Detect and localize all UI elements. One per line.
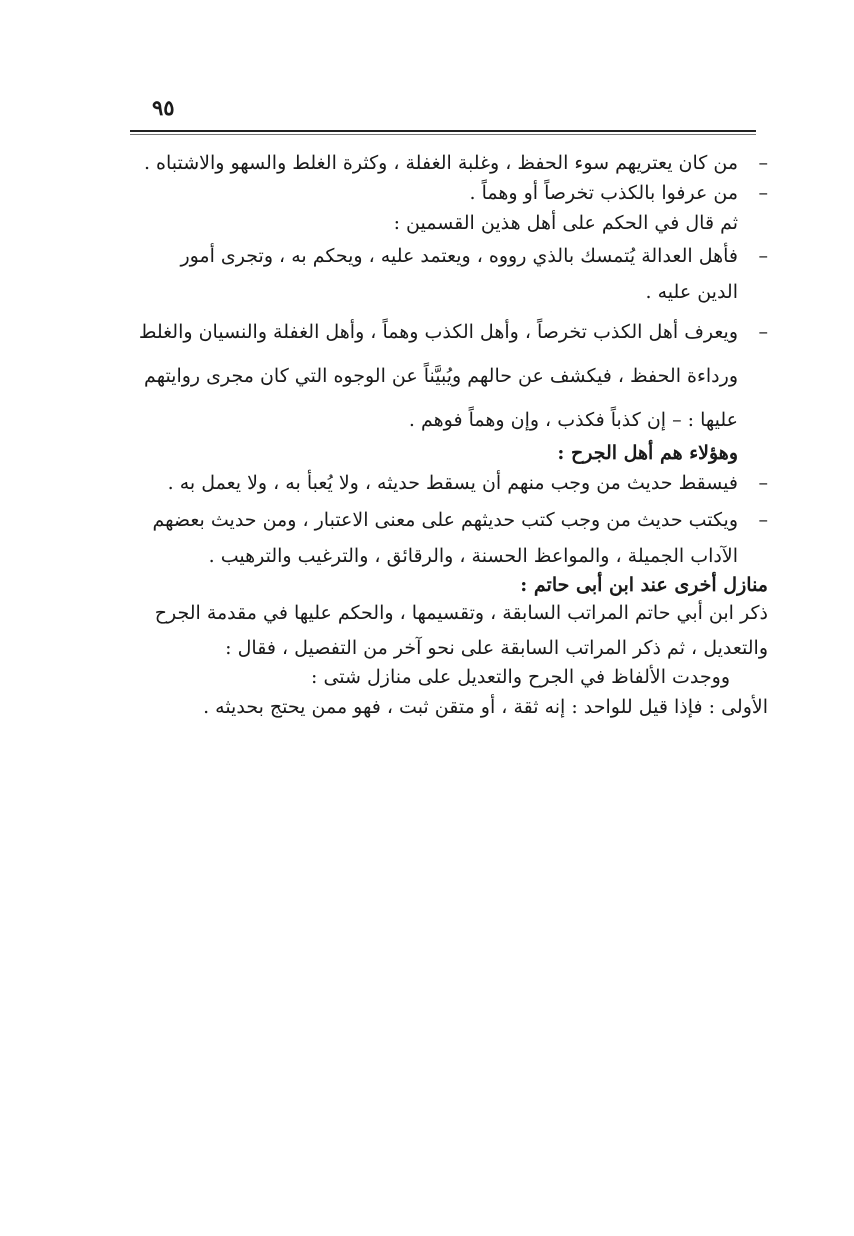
list-item (138, 178, 768, 208)
item-text: ويعرف أهل الكذب تخرصاً ، وأهل الكذب وهماً ، وأهل الغفلة والنسيان والغلط ورداءة الحفظ ، فيكشف عن حالهم ويُبيَّناً عن الوجوه التي كان مجرى روايتهم عليها : – إن كذباً فكذب ، وإن وهماً فوهم . (138, 321, 738, 431)
dash-marker: – (758, 245, 768, 267)
summary-line: ثم قال في الحكم على أهل هذين القسمين : (393, 212, 738, 234)
list-item (138, 148, 768, 178)
body-paragraph: ووجدت الألفاظ في الجرح والتعديل على منازل شتى : (311, 666, 730, 688)
item-text: فيسقط حديث من وجب منهم أن يسقط حديثه ، ولا يُعبأ به ، ولا يعمل به . (167, 472, 738, 494)
page-number: ٩٥ (152, 95, 175, 120)
body-paragraph: الأولى : فإذا قيل للواحد : إنه ثقة ، أو متقن ثبت ، فهو ممن يحتج بحديثه . (203, 696, 768, 718)
dash-marker: – (758, 321, 768, 343)
jarh-heading: وهؤلاء هم أهل الجرح : (557, 442, 738, 464)
item-text: من كان يعتريهم سوء الحفظ ، وغلبة الغفلة ، وكثرة الغلط والسهو والاشتباه . (143, 152, 738, 174)
item-text: فأهل العدالة يُتمسك بالذي رووه ، ويعتمد عليه ، ويحكم به ، وتجرى أمور الدين عليه . (180, 245, 738, 303)
dash-marker: – (758, 509, 768, 531)
item-text: ويكتب حديث من وجب كتب حديثهم على معنى الاعتبار ، ومن حديث بعضهم الآداب الجميلة ، والمواعظ الحسنة ، والرقائق ، والترغيب والترهيب . (152, 509, 738, 567)
dash-marker: – (758, 182, 768, 204)
list-item (138, 238, 768, 310)
item-text: من عرفوا بالكذب تخرصاً أو وهماً . (469, 182, 738, 204)
body-paragraph: ذكر ابن أبي حاتم المراتب السابقة ، وتقسيمها ، والحكم عليها في مقدمة الجرح والتعديل ، ثم ذكر المراتب السابقة على نحو آخر من التفصيل ، فقال : (154, 602, 768, 659)
dash-marker: – (758, 472, 768, 494)
page-body (138, 148, 768, 726)
list-item (138, 310, 768, 442)
dash-marker: – (758, 152, 768, 174)
list-item (138, 502, 768, 574)
header-rule (130, 130, 756, 132)
section-heading: منازل أخرى عند ابن أبى حاتم : (520, 574, 768, 596)
list-item (138, 464, 768, 502)
